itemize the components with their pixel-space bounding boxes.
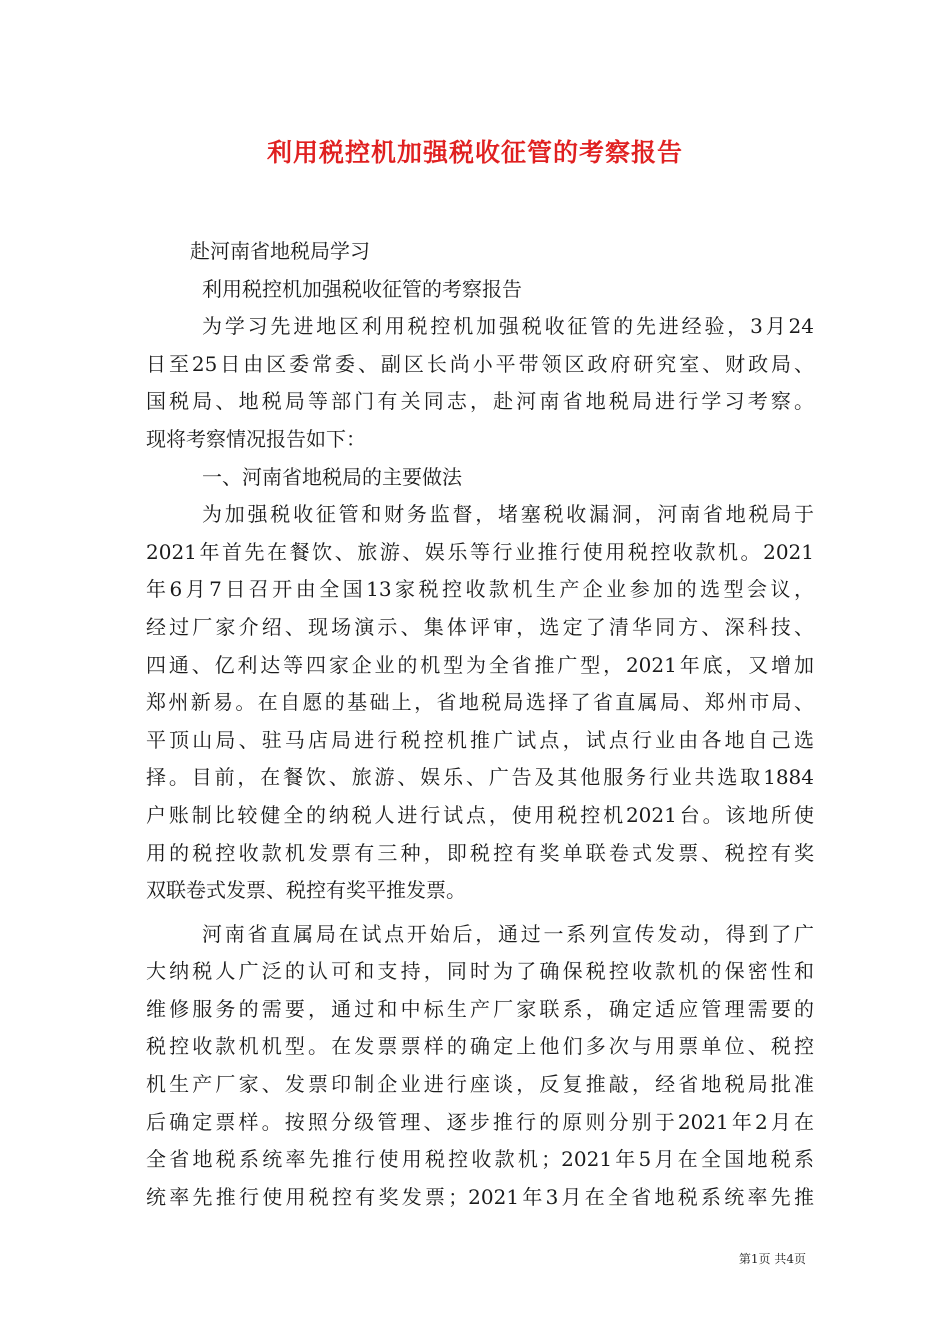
subtitle-line-2: 利用税控机加强税收征管的考察报告 [202,276,522,301]
paragraph-line: 用的税控收款机发票有三种，即税控有奖单联卷式发票、税控有奖 [146,840,814,865]
paragraph-line: 平顶山局、驻马店局进行税控机推广试点，试点行业由各地自己选 [146,727,814,752]
paragraph-line: 郑州新易。在自愿的基础上，省地税局选择了省直属局、郑州市局、 [146,690,814,715]
paragraph-line: 全省地税系统率先推行使用税控收款机；2021年5月在全国地税系 [146,1147,814,1172]
paragraph-line: 为学习先进地区利用税控机加强税收征管的先进经验，3月24 [202,314,814,339]
subtitle-line-1: 赴河南省地税局学习 [190,239,370,263]
paragraph-line: 双联卷式发票、税控有奖平推发票。 [146,878,466,903]
document-title: 利用税控机加强税收征管的考察报告 [266,138,683,167]
paragraph-line: 机生产厂家、发票印制企业进行座谈，反复推敲，经省地税局批准 [146,1072,814,1097]
paragraph-line: 税控收款机机型。在发票票样的确定上他们多次与用票单位、税控 [146,1034,814,1059]
document-body [146,233,814,1216]
paragraph-line: 四通、亿利达等四家企业的机型为全省推广型，2021年底，又增加 [146,652,814,677]
paragraph-line: 日至25日由区委常委、副区长尚小平带领区政府研究室、财政局、 [146,351,814,376]
paragraph-line: 大纳税人广泛的认可和支持，同时为了确保税控收款机的保密性和 [146,959,814,984]
paragraph-line: 现将考察情况报告如下： [146,426,366,451]
page-number: 第1页 共4页 [738,1252,806,1266]
paragraph-line: 2021年首先在餐饮、旅游、娱乐等行业推行使用税控收款机。2021 [146,539,814,564]
paragraph-line: 统率先推行使用税控有奖发票；2021年3月在全省地税系统率先推 [146,1184,814,1209]
section-heading: 一、河南省地税局的主要做法 [202,464,462,489]
paragraph-line: 河南省直属局在试点开始后，通过一系列宣传发动，得到了广 [202,921,814,946]
paragraph-line: 年6月7日召开由全国13家税控收款机生产企业参加的选型会议， [146,577,814,602]
paragraph-line: 为加强税收征管和财务监督，堵塞税收漏洞，河南省地税局于 [202,502,814,527]
paragraph-line: 后确定票样。按照分级管理、逐步推行的原则分别于2021年2月在 [146,1109,814,1134]
paragraph-line: 维修服务的需要，通过和中标生产厂家联系，确定适应管理需要的 [146,996,814,1021]
paragraph-line: 户账制比较健全的纳税人进行试点，使用税控机2021台。该地所使 [146,802,814,827]
paragraph-line: 国税局、地税局等部门有关同志，赴河南省地税局进行学习考察。 [146,389,814,414]
paragraph-line: 经过厂家介绍、现场演示、集体评审，选定了清华同方、深科技、 [146,614,814,639]
paragraph-line: 择。目前，在餐饮、旅游、娱乐、广告及其他服务行业共选取1884 [146,765,814,790]
